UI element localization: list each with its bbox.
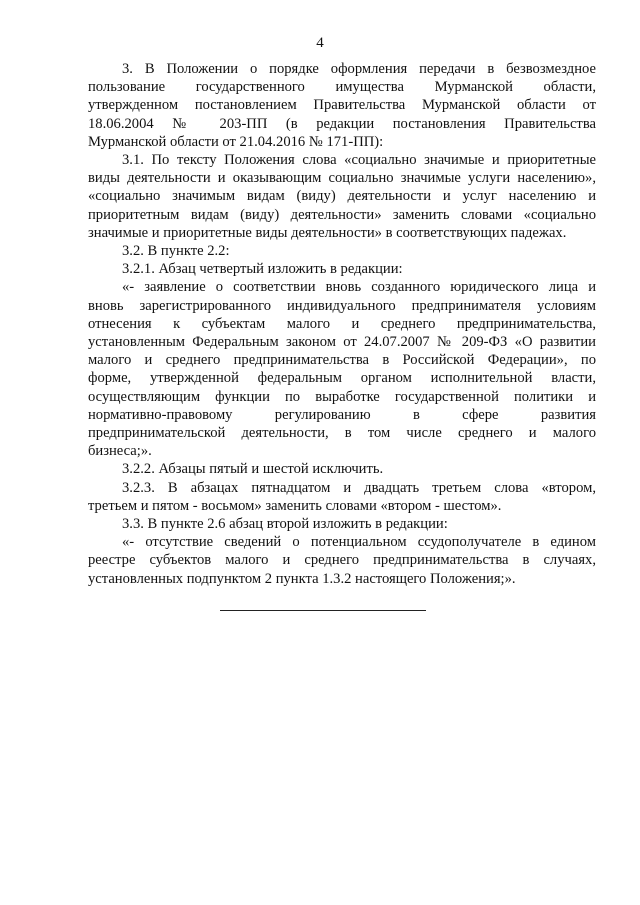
text-line: 3.2.1. Абзац четвертый изложить в редакции:: [122, 261, 403, 278]
text-line: установленным Федеральным законом от 24.07.2007 № 209-ФЗ «О развитии: [88, 334, 596, 351]
text-line: 3.2.3. В абзацах пятнадцатом и двадцать третьем слова «втором,: [122, 479, 596, 496]
document-body: [88, 60, 596, 588]
paragraph-p3-2-2: [88, 460, 596, 478]
text-line: Мурманской области от 21.04.2016 № 171-ПП):: [88, 133, 384, 150]
text-line: 3.1. По тексту Положения слова «социально значимые и приоритетные: [122, 152, 596, 169]
text-line: 3. В Положении о порядке оформления передачи в безвозмездное: [122, 61, 596, 77]
text-line: пользование государственного имущества Мурманской области,: [88, 79, 596, 96]
text-line: вновь зарегистрированного индивидуального предпринимателя условиям: [88, 297, 596, 314]
text-line: значимые и приоритетные виды деятельности» в соответствующих падежах.: [88, 224, 567, 241]
text-line: предпринимательской деятельности, в том числе среднего и малого: [88, 425, 596, 442]
text-line: 3.3. В пункте 2.6 абзац второй изложить в редакции:: [122, 516, 448, 533]
text-line: нормативно-правовому регулированию в сфере развития: [88, 406, 596, 423]
paragraph-p3-2-1-quote: [88, 278, 596, 460]
text-line: 18.06.2004 № 203-ПП (в редакции постановления Правительства: [88, 115, 596, 132]
text-line: третьем и пятом - восьмом» заменить словами «втором - шестом».: [88, 497, 502, 514]
text-line: бизнеса;».: [88, 443, 152, 460]
text-line: 3.2. В пункте 2.2:: [122, 243, 230, 260]
text-line: 3.2.2. Абзацы пятый и шестой исключить.: [122, 461, 384, 478]
paragraph-p3: [88, 60, 596, 151]
page-number: 4: [316, 35, 324, 51]
text-line: установленных подпунктом 2 пункта 1.3.2 настоящего Положения;».: [88, 570, 516, 587]
paragraph-p3-1: [88, 151, 596, 242]
text-line: реестре субъектов малого и среднего предпринимательства в случаях,: [88, 552, 596, 569]
text-line: утвержденном постановлением Правительства Мурманской области от: [88, 97, 596, 114]
text-line: «- отсутствие сведений о потенциальном ссудополучателе в едином: [122, 534, 596, 551]
text-line: приоритетным видам (виду) деятельности» заменить словами «социально: [88, 206, 596, 223]
paragraph-p3-2-3: [88, 479, 596, 515]
text-line: малого и среднего предпринимательства в Российской Федерации», по: [88, 352, 596, 369]
paragraph-p3-2-1: [88, 260, 596, 278]
text-line: отнесения к субъектам малого и среднего предпринимательства,: [88, 315, 596, 332]
paragraph-p3-2: [88, 242, 596, 260]
paragraph-p3-3: [88, 515, 596, 533]
text-line: «- заявление о соответствии вновь созданного юридического лица и: [122, 279, 596, 296]
text-line: осуществляющим функции по выработке государственной политики и: [88, 388, 596, 405]
paragraph-p3-3-quote: [88, 533, 596, 588]
text-line: форме, утвержденной федеральным органом исполнительной власти,: [88, 370, 596, 387]
text-line: виды деятельности и оказывающим социально значимые услуги населению»,: [88, 170, 596, 187]
text-line: «социально значимым видам (виду) деятельности и услуг населению и: [88, 188, 596, 205]
separator-line: [220, 610, 426, 611]
